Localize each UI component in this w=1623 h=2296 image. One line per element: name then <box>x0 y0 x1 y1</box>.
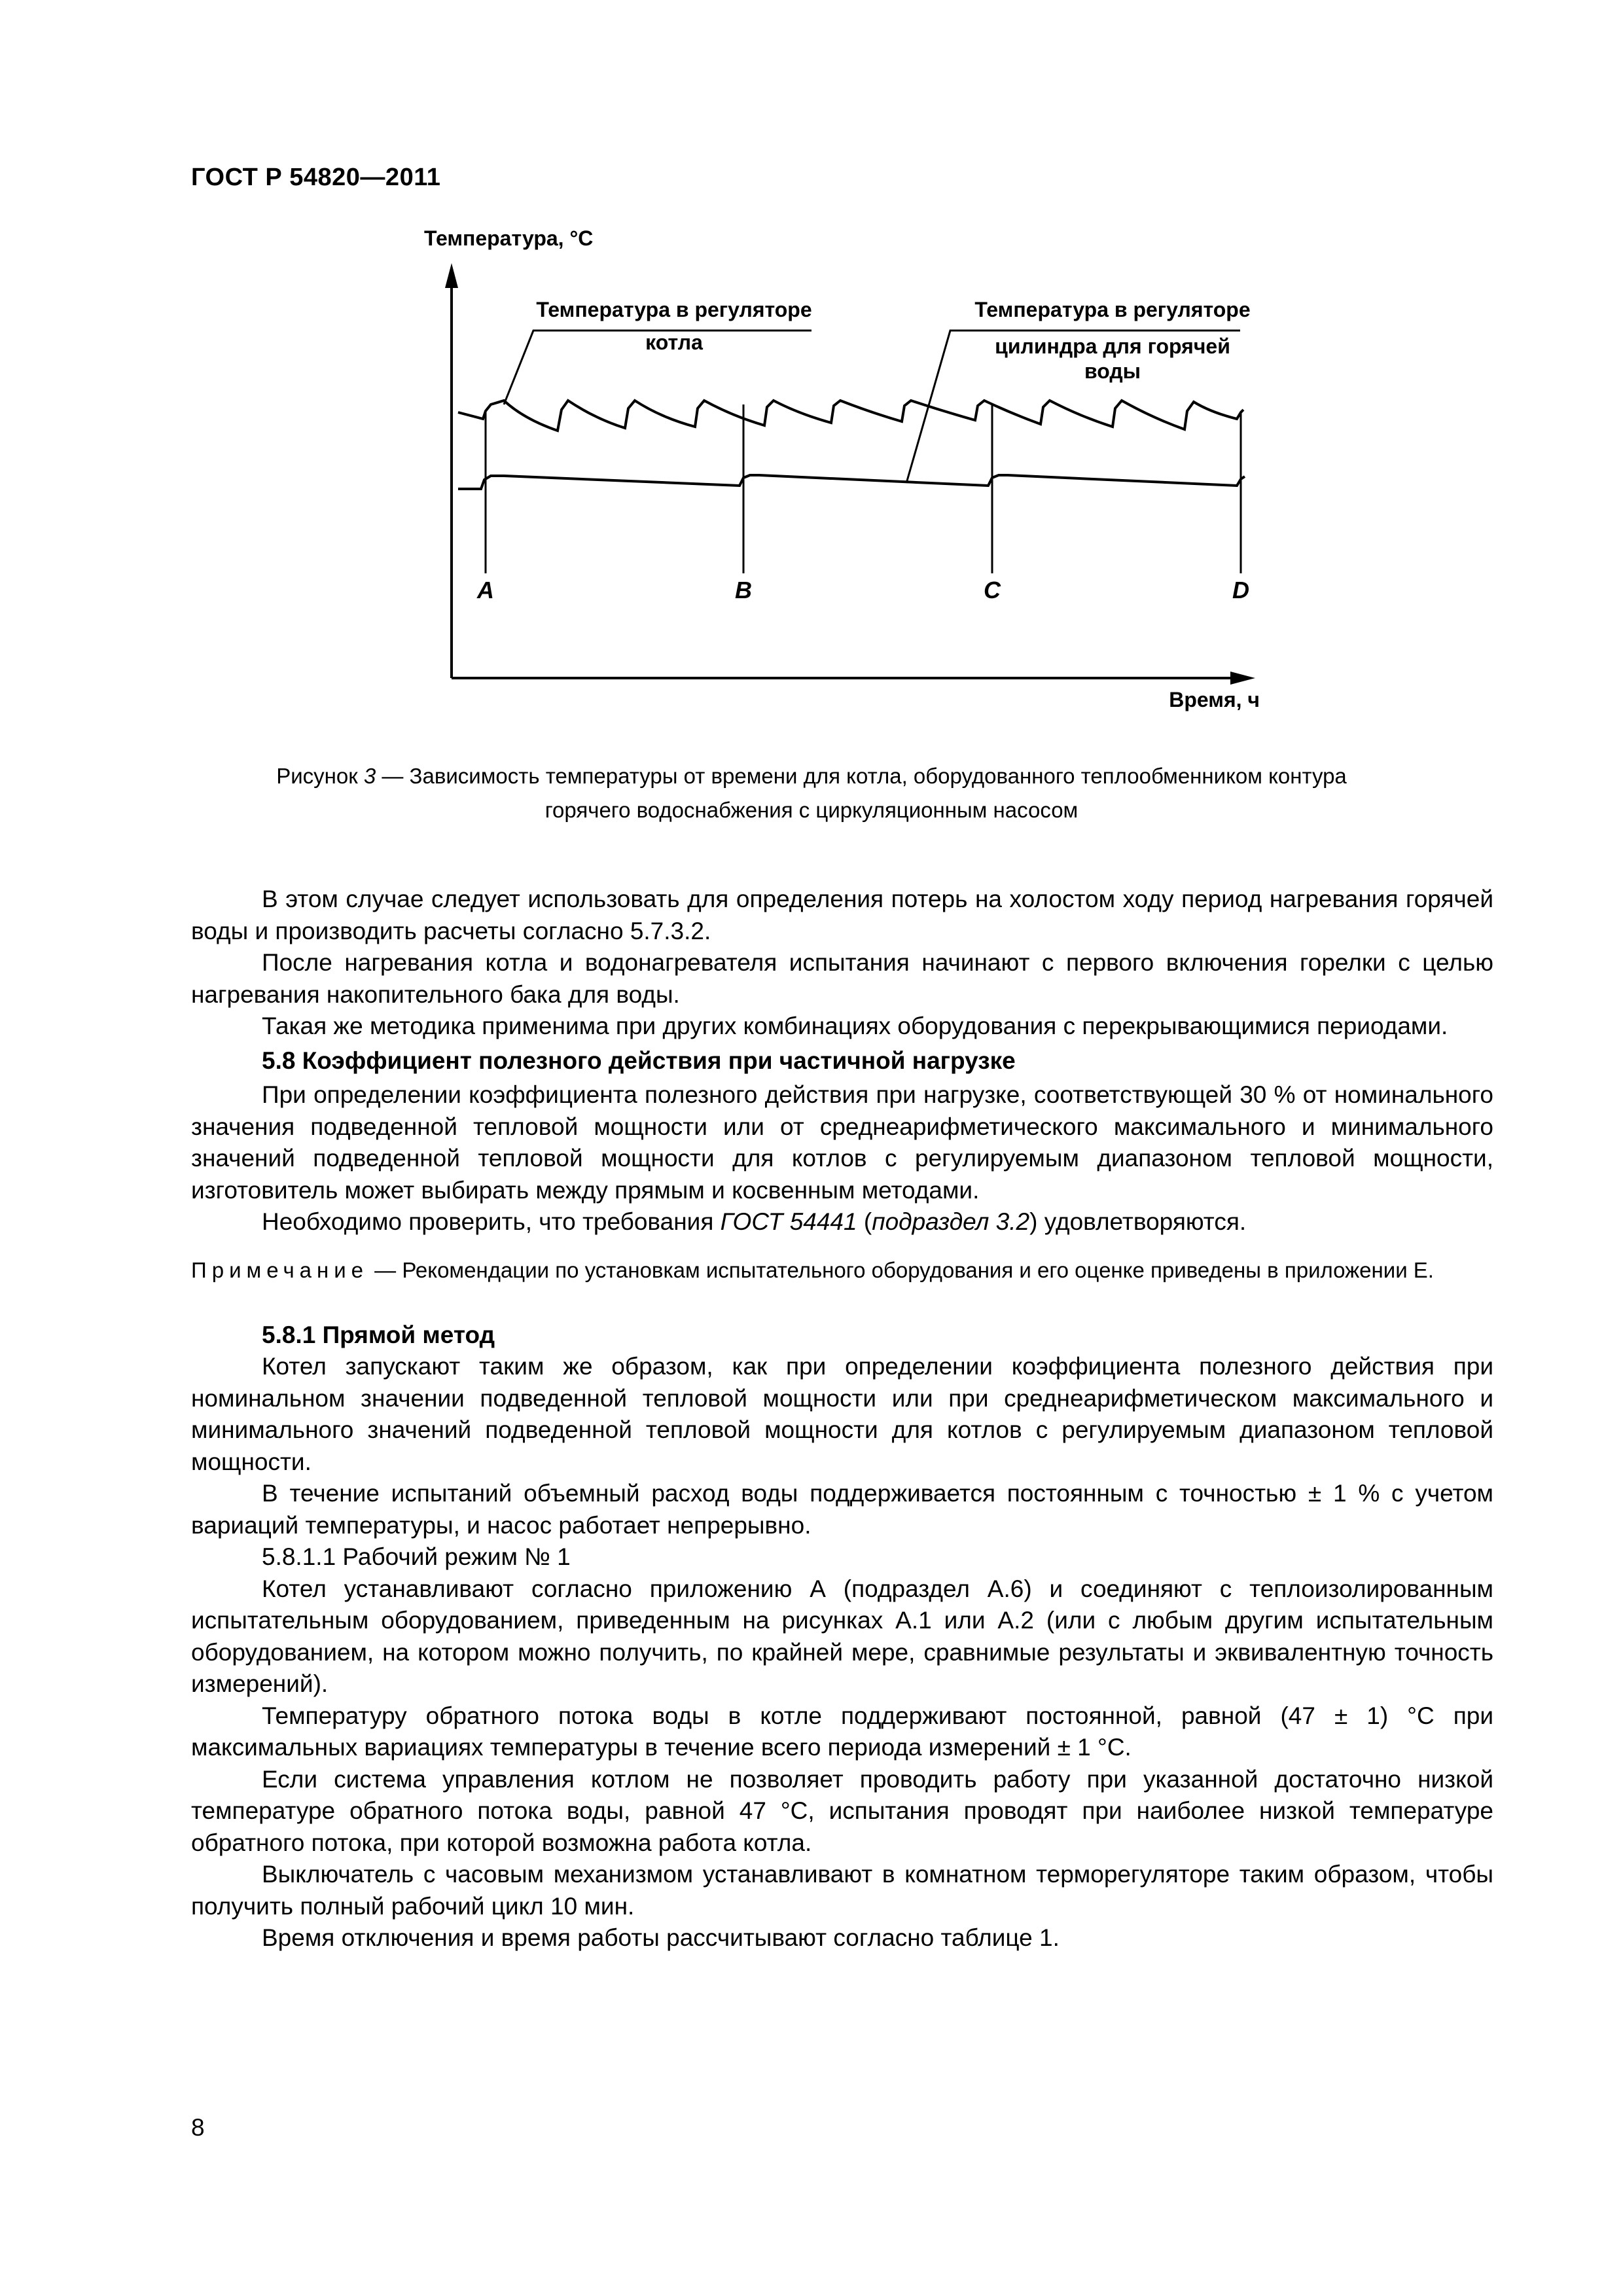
paragraph: Если система управления котлом не позволяет проводить работу при указанной достаточно низкой температуре обратного потока воды, равной 47 °С, испытания проводят при наиболее низкой температуре обратного потока, при которой возможна работа котла. <box>191 1765 1493 1856</box>
subsection-reference: подраздел 3.2 <box>872 1208 1030 1235</box>
x-axis-arrow <box>1230 672 1255 685</box>
text-run: Необходимо проверить, что требования <box>262 1208 721 1235</box>
text-run: ( <box>857 1208 872 1235</box>
section-heading-5-8: 5.8 Коэффициент полезного действия при частичной нагрузке <box>262 1047 1016 1074</box>
page-number: 8 <box>191 2114 205 2141</box>
marker-label-a: A <box>477 577 494 603</box>
cylinder-temperature-curve <box>458 475 1245 489</box>
caption-prefix: Рисунок <box>276 764 358 788</box>
callout-boiler-line1: Температура в регуляторе <box>536 298 812 321</box>
figure-caption <box>196 759 1427 827</box>
note <box>191 1255 1493 1285</box>
paragraph: Котел устанавливают согласно приложению А (подраздел А.6) и соединяют с теплоизолированным испытательным оборудованием, приведенным на рисунках А.1 или А.2 (или с любым другим испытательным оборудованием, на котором можно получить, по крайней мере, сравнимые результаты и эквивалентную точность измерений). <box>191 1575 1493 1697</box>
paragraph: Котел запускают таким же образом, как при определении коэффициента полезного действия при номинальном значении подведенной тепловой мощности или при среднеарифметическом максимального и минимального значений подведенной тепловой мощности для котлов с регулируемым диапазоном тепловой мощности. <box>191 1353 1493 1475</box>
standard-reference: ГОСТ 54441 <box>720 1208 857 1235</box>
x-axis-label: Время, ч <box>1169 688 1260 711</box>
paragraph: Температуру обратного потока воды в котле поддерживают постоянной, равной (47 ± 1) °С при максимальных вариациях температуры в течение всего периода измерений ± 1 °С. <box>191 1702 1493 1761</box>
paragraph: В этом случае следует использовать для определения потерь на холостом ходу период нагревания горячей воды и производить расчеты согласно 5.7.3.2. <box>191 886 1493 944</box>
callout-cylinder-line3: воды <box>1084 359 1141 383</box>
paragraph: Время отключения и время работы рассчитывают согласно таблице 1. <box>262 1924 1060 1951</box>
paragraph: После нагревания котла и водонагревателя испытания начинают с первого включения горелки с целью нагревания накопительного бака для воды. <box>191 949 1493 1008</box>
y-axis-label: Температура, °С <box>424 226 594 250</box>
callout-boiler-line2: котла <box>645 331 703 354</box>
paragraph: При определении коэффициента полезного действия при нагрузке, соответствующей 30 % от номинального значения подведенной тепловой мощности или от среднеарифметического максимального и минимального значений подведенной тепловой мощности для котлов с регулируемым диапазоном тепловой мощности, изготовитель может выбирать между прямым и косвенным методами. <box>191 1081 1493 1204</box>
figure-caption-line1 <box>196 759 1427 793</box>
note-label: Примечание <box>191 1257 369 1282</box>
callout-cylinder-line2: цилиндра для горячей <box>995 334 1230 358</box>
paragraph: Такая же методика применима при других комбинациях оборудования с перекрывающимися периодами. <box>262 1013 1448 1039</box>
callout-cylinder-line1: Температура в регуляторе <box>974 298 1251 321</box>
document-header: ГОСТ Р 54820—2011 <box>191 164 441 191</box>
caption-text-line1: — Зависимость температуры от времени для котла, оборудованного теплообменником контура <box>376 764 1347 788</box>
subsection-heading-5-8-1-1: 5.8.1.1 Рабочий режим № 1 <box>262 1543 571 1570</box>
figure-caption-line2: горячего водоснабжения с циркуляционным насосом <box>544 798 1079 822</box>
boiler-temperature-curve <box>458 401 1243 431</box>
marker-label-c: C <box>984 577 1001 603</box>
y-axis-arrow <box>445 263 458 288</box>
section-heading-5-8-1: 5.8.1 Прямой метод <box>262 1321 495 1348</box>
note-text: — Рекомендации по установкам испытательного оборудования и его оценке приведены в приложении Е. <box>368 1257 1434 1282</box>
temperature-time-diagram <box>0 0 1623 851</box>
paragraph: Выключатель с часовым механизмом устанавливают в комнатном терморегуляторе таким образом, чтобы получить полный рабочий цикл 10 мин. <box>191 1861 1493 1920</box>
document-body <box>191 884 1493 1954</box>
marker-label-d: D <box>1232 577 1249 603</box>
caption-number: 3 <box>363 764 376 788</box>
text-run: ) удовлетворяются. <box>1029 1208 1247 1235</box>
figure-3 <box>0 0 1623 851</box>
marker-label-b: B <box>735 577 752 603</box>
paragraph <box>191 1206 1493 1238</box>
paragraph: В течение испытаний объемный расход воды поддерживается постоянным с точностью ± 1 % с учетом вариаций температуры, и насос работает непрерывно. <box>191 1480 1493 1539</box>
